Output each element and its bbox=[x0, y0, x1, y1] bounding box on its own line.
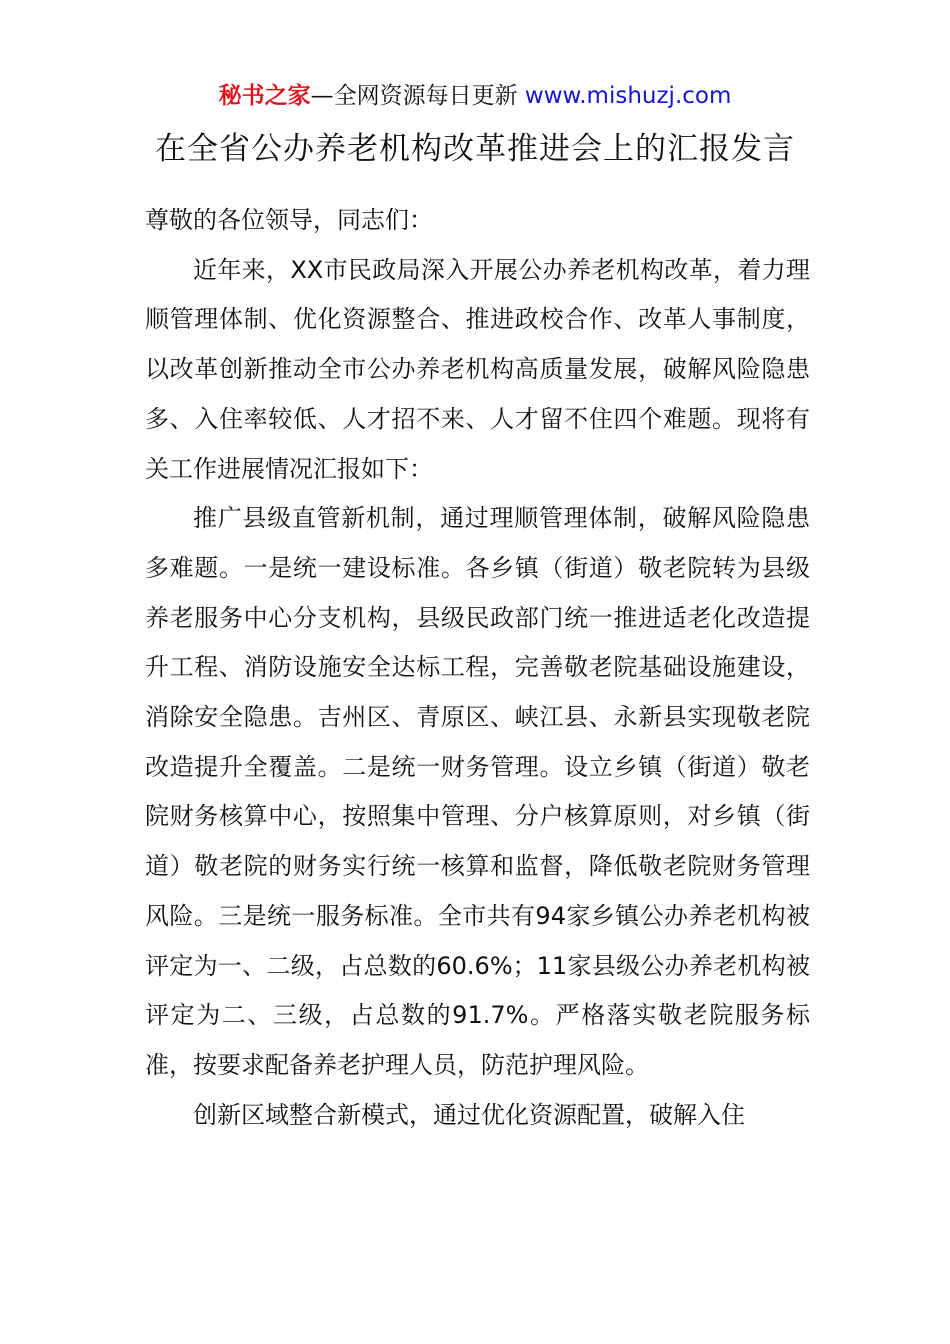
paragraph-management: 推广县级直管新机制，通过理顺管理体制，破解风险隐患多难题。一是统一建设标准。各乡镇（街道）敬老院转为县级养老服务中心分支机构，县级民政部门统一推进适老化改造提升工程、消防设施安全达标工程，完善敬老院基础设施建设，消除安全隐患。吉州区、青原区、峡江县、永新县实现敬老院改造提升全覆盖。二是统一财务管理。设立乡镇（街道）敬老院财务核算中心，按照集中管理、分户核算原则，对乡镇（街道）敬老院的财务实行统一核算和监督，降低敬老院财务管理风险。三是统一服务标准。全市共有94家乡镇公办养老机构被评定为一、二级，占总数的60.6%；11家县级公办养老机构被评定为二、三级，占总数的91.7%。严格落实敬老院服务标准，按要求配备养老护理人员，防范护理风险。 bbox=[145, 504, 810, 1079]
paragraph-integration: 创新区域整合新模式，通过优化资源配置，破解入住 bbox=[193, 1100, 745, 1129]
site-url-link[interactable]: www.mishuzj.com bbox=[524, 83, 732, 109]
site-brand: 秘书之家 bbox=[218, 83, 311, 109]
salutation: 尊敬的各位领导，同志们： bbox=[145, 206, 433, 234]
site-slogan: —全网资源每日更新 bbox=[310, 83, 518, 109]
document-title: 在全省公办养老机构改革推进会上的汇报发言 bbox=[155, 131, 795, 167]
paragraph-intro: 近年来，XX市民政局深入开展公办养老机构改革，着力理顺管理体制、优化资源整合、推进政校合作、改革人事制度，以改革创新推动全市公办养老机构高质量发展，破解风险隐患多、入住率较低、人才招不来、人才留不住四个难题。现将有关工作进展情况汇报如下： bbox=[145, 255, 810, 483]
site-header bbox=[0, 80, 950, 112]
document-body bbox=[145, 196, 810, 1140]
